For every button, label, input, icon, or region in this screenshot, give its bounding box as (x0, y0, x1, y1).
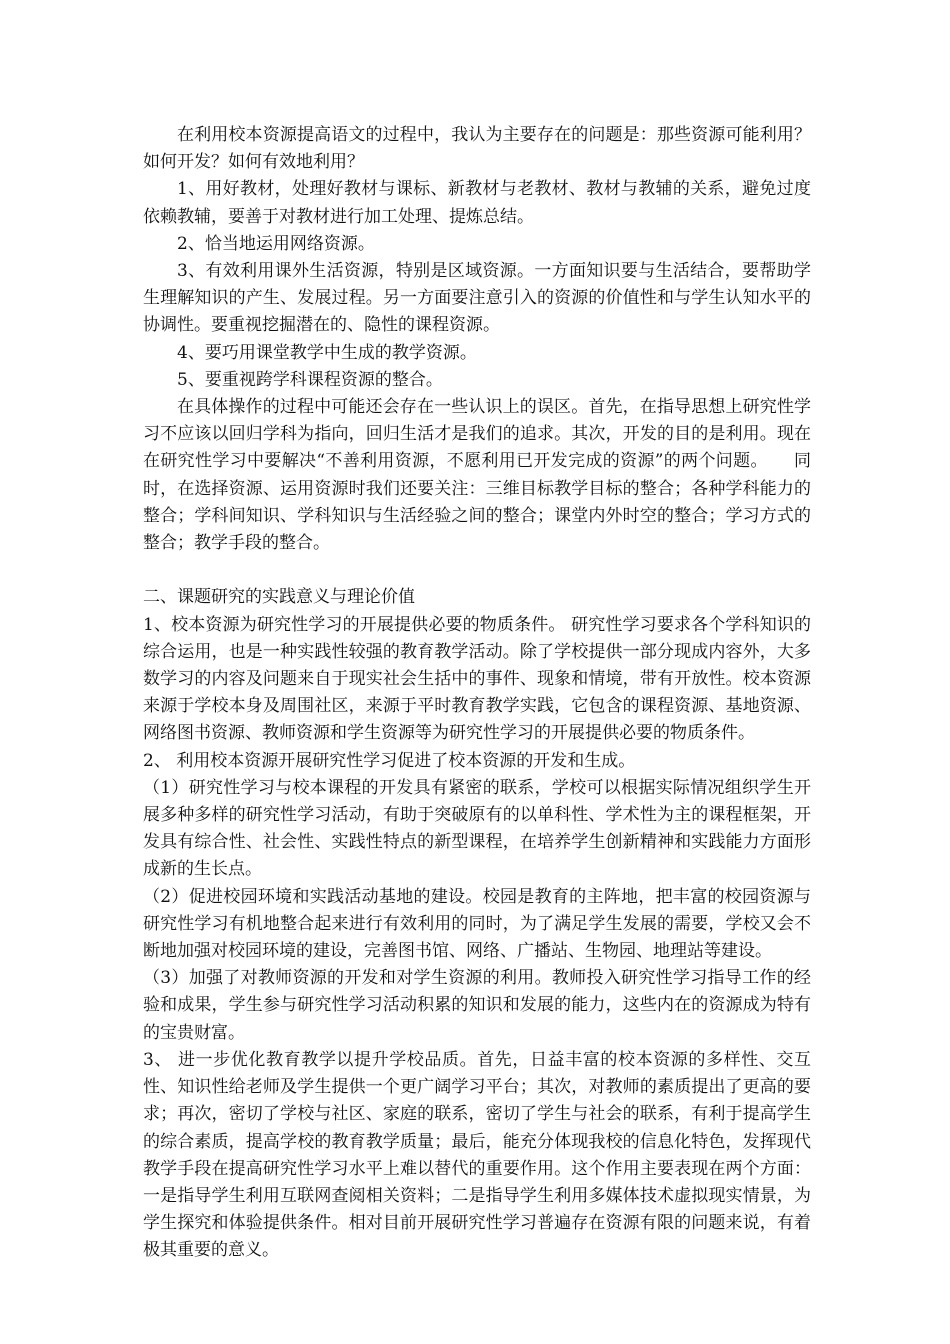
paragraph-misconceptions: 在具体操作的过程中可能还会存在一些认识上的误区。首先，在指导思想上研究性学习不应该以回归学科为指向，回归生活才是我们的追求。其次，开发的目的是利用。现在在研究性学习中要解决“不善利用资源，不愿利用已开发完成的资源”的两个问题。 同时，在选择资源、运用资源时我们还要关注：三维目标教学目标的整合；各种学科能力的整合；学科间知识、学科知识与生活经验之间的整合；课堂内外时空的整合；学习方式的整合；教学手段的整合。 (143, 397, 811, 554)
sub-point-3: （3）加强了对教师资源的开发和对学生资源的利用。教师投入研究性学习指导工作的经验和成果，学生参与研究性学习活动积累的知识和发展的能力，这些内在的资源成为特有的宝贵财富。 (143, 968, 811, 1043)
list-item-2: 2、恰当地运用网络资源。 (177, 233, 375, 254)
list-item-1: 1、用好教材，处理好教材与课标、新教材与老教材、教材与教辅的关系，避免过度依赖教辅，要善于对教材进行加工处理、提炼总结。 (143, 179, 811, 227)
point-1: 1、校本资源为研究性学习的开展提供必要的物质条件。 研究性学习要求各个学科知识的综合运用，也是一种实践性较强的教育教学活动。除了学校提供一部分现成内容外，大多数学习的内容及问题来自于现实社会生括中的事件、现象和情境，带有开放性。校本资源来源于学校本身及周围社区，来源于平时教育教学实践，它包含的课程资源、基地资源、网络图书资源、教师资源和学生资源等为研究性学习的开展提供必要的物质条件。 (143, 614, 811, 744)
sub-point-2: （2）促进校园环境和实践活动基地的建设。校园是教育的主阵地，把丰富的校园资源与研究性学习有机地整合起来进行有效利用的同时，为了满足学生发展的需要，学校又会不断地加强对校园环境的建设，完善图书馆、网络、广播站、生物园、地理站等建设。 (143, 886, 811, 962)
blank-line (143, 557, 811, 584)
paragraph-intro: 在利用校本资源提高语文的过程中，我认为主要存在的问题是：那些资源可能利用？如何开发？如何有效地利用？ (143, 125, 811, 173)
point-2: 2、 利用校本资源开展研究性学习促进了校本资源的开发和生成。 (143, 750, 636, 771)
list-item-5: 5、要重视跨学科课程资源的整合。 (177, 369, 443, 390)
section-heading: 二、课题研究的实践意义与理论价值 (143, 587, 415, 608)
document-body (143, 122, 811, 1265)
sub-point-1: （1）研究性学习与校本课程的开发具有紧密的联系，学校可以根据实际情况组织学生开展多种多样的研究性学习活动，有助于突破原有的以单科性、学术性为主的课程框架，开发具有综合性、社会性、实践性特点的新型课程，在培养学生创新精神和实践能力方面形成新的生长点。 (143, 777, 811, 880)
list-item-4: 4、要巧用课堂教学中生成的教学资源。 (177, 342, 477, 363)
list-item-3: 3、有效利用课外生活资源，特别是区域资源。一方面知识要与生活结合，要帮助学生理解知识的产生、发展过程。另一方面要注意引入的资源的价值性和与学生认知水平的协调性。要重视挖掘潜在的、隐性的课程资源。 (143, 261, 811, 336)
point-3: 3、 进一步优化教育教学以提升学校品质。首先，日益丰富的校本资源的多样性、交互性、知识性给老师及学生提供一个更广阔学习平台；其次，对教师的素质提出了更高的要求；再次，密切了学校与社区、家庭的联系，密切了学生与社会的联系，有利于提高学生的综合素质，提高学校的教育教学质量；最后，能充分体现我校的信息化特色，发挥现代教学手段在提高研究性学习水平上难以替代的重要作用。这个作用主要表现在两个方面：一是指导学生利用互联网查阅相关资料；二是指导学生利用多媒体技术虚拟现实情景，为学生探究和体验提供条件。相对目前开展研究性学习普遍存在资源有限的问题来说，有着极其重要的意义。 (143, 1049, 811, 1261)
